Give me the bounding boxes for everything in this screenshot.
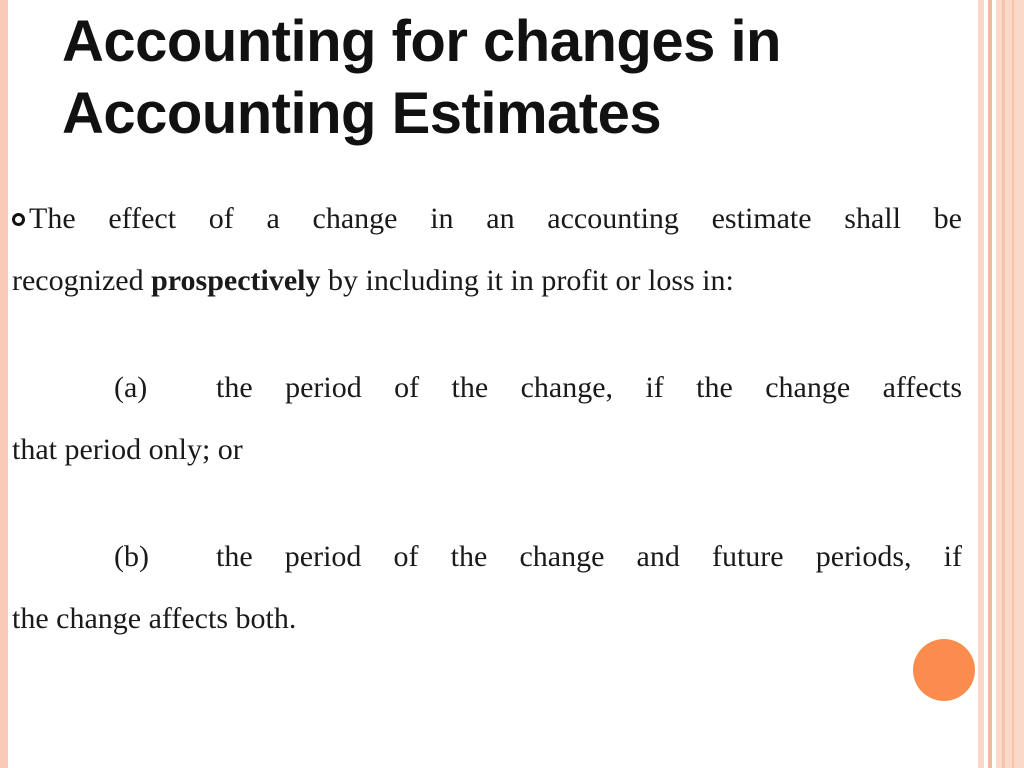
list-item-b-line-1 bbox=[12, 540, 962, 574]
slide-title-line-1: Accounting for changes in bbox=[62, 9, 781, 74]
list-item-a-line-2 bbox=[12, 433, 243, 467]
hollow-circle-bullet-icon bbox=[12, 213, 25, 226]
right-decorative-stripe bbox=[978, 0, 984, 768]
paragraph-text-line-1: The effect of a change in an accounting estimate shall be bbox=[29, 202, 962, 235]
paragraph-text-before-bold: recognized bbox=[12, 264, 152, 297]
right-decorative-stripe bbox=[988, 0, 992, 768]
right-decorative-stripe bbox=[1002, 0, 1005, 768]
slide-title bbox=[62, 6, 962, 150]
list-item-a-text-line-2: that period only; or bbox=[12, 433, 243, 466]
list-item-a-line-1 bbox=[12, 371, 962, 405]
list-item-b-text-line-2: the change affects both. bbox=[12, 602, 297, 635]
right-decorative-stripe bbox=[996, 0, 1024, 768]
bullet-paragraph-line-2 bbox=[12, 264, 734, 298]
left-decorative-stripe bbox=[0, 0, 8, 768]
bullet-paragraph-line-1 bbox=[12, 202, 962, 236]
list-item-a-letter: (a) bbox=[114, 371, 148, 404]
orange-circle-icon bbox=[913, 639, 975, 701]
emphasized-term: prospectively bbox=[151, 264, 321, 297]
list-item-b-letter: (b) bbox=[114, 540, 149, 573]
list-item-b-line-2 bbox=[12, 602, 296, 636]
right-decorative-stripe bbox=[1012, 0, 1014, 768]
list-item-b-text-line-1: the period of the change and future periods, if bbox=[216, 540, 962, 573]
paragraph-text-after-bold: by including it in profit or loss in: bbox=[320, 264, 734, 297]
slide-title-line-2: Accounting Estimates bbox=[62, 81, 662, 146]
list-item-a-text-line-1: the period of the change, if the change affects bbox=[216, 371, 962, 404]
